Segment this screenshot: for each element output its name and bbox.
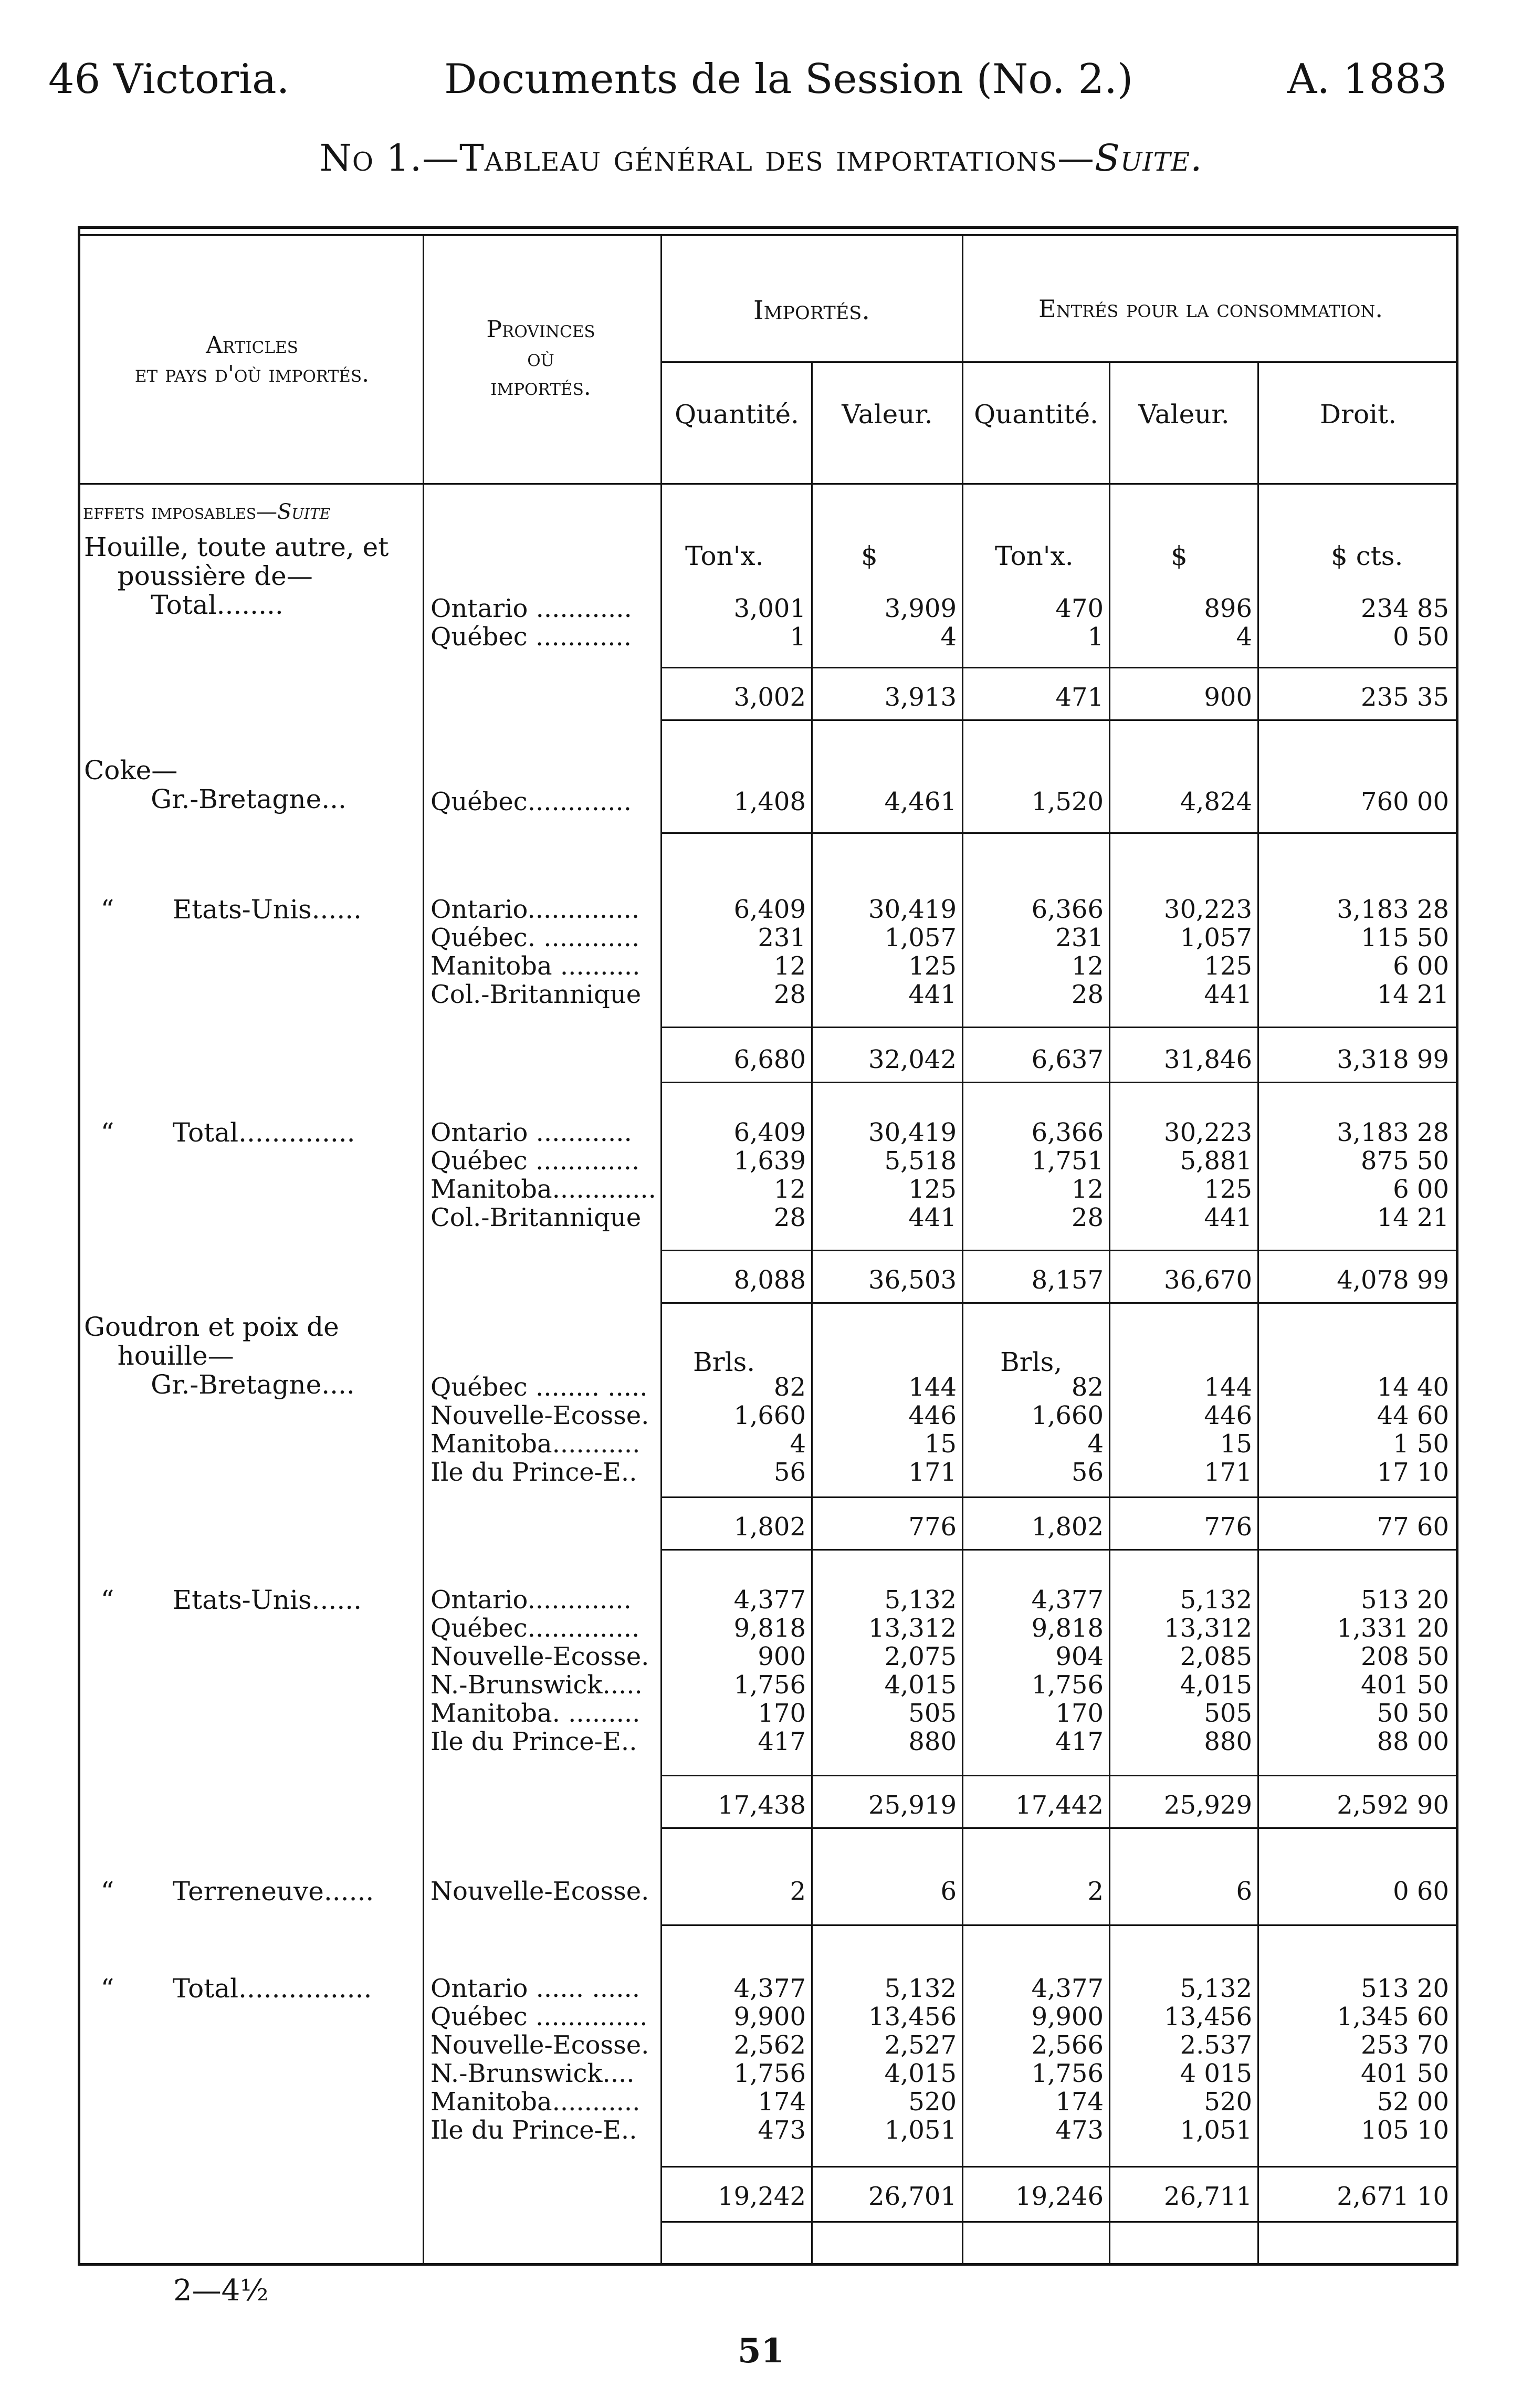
group-rule: [660, 1082, 1458, 1083]
valeur-cons-cell: 171: [1204, 1458, 1252, 1487]
article-label: “ Total..............: [84, 1117, 355, 1148]
province-cell: Col.-Britannique: [431, 1203, 642, 1232]
quantite-cons-cell: 470: [1055, 594, 1104, 623]
quantite-cons-cell: 56: [1071, 1458, 1104, 1487]
total-cell: 235 35: [1361, 683, 1449, 712]
group-rule: [660, 1827, 1458, 1829]
valeur-cons-cell: 520: [1204, 2087, 1252, 2117]
droit-cell: 14 21: [1377, 980, 1449, 1009]
quantite-cons-cell: 473: [1055, 2116, 1104, 2145]
quantite-imp-cell: 2: [790, 1877, 806, 1906]
province-cell: Québec ........ .....: [431, 1373, 648, 1402]
quantite-imp-cell: 6,409: [733, 895, 806, 924]
valeur-cons-cell: 5,132: [1180, 1585, 1252, 1615]
droit-cell: 6 00: [1393, 1175, 1449, 1204]
quantite-cons-cell: 2,566: [1031, 2030, 1104, 2060]
droit-cell: 1,331 20: [1337, 1614, 1449, 1643]
section-label: [83, 500, 330, 524]
unit-dollar-cons: $: [1171, 541, 1188, 571]
quantite-cons-cell: 12: [1071, 951, 1104, 981]
total-cell: 19,246: [1015, 2182, 1104, 2211]
subtotal-rule: [660, 1775, 1458, 1776]
valeur-cons-cell: 6: [1236, 1877, 1252, 1906]
droit-cell: 760 00: [1361, 787, 1449, 816]
top-rule-inner: [78, 234, 1458, 236]
article-label: “ Etats-Unis......: [84, 1585, 362, 1615]
valeur-cons-cell: 446: [1204, 1401, 1252, 1430]
province-cell: Ile du Prince-E..: [431, 1727, 637, 1756]
valeur-imp-cell: 30,419: [868, 895, 957, 924]
total-cell: 77 60: [1377, 1512, 1449, 1542]
group-rule: [660, 1924, 1458, 1926]
quantite-imp-cell: 1,756: [733, 2059, 806, 2088]
total-cell: 3,913: [884, 683, 957, 712]
quantite-imp-cell: 1,756: [733, 1670, 806, 1700]
valeur-imp-cell: 4,015: [884, 2059, 957, 2088]
province-cell: Québec. ............: [431, 923, 640, 952]
droit-cell: 1 50: [1393, 1429, 1449, 1459]
valeur-imp-cell: 441: [908, 980, 957, 1009]
province-cell: Québec.............: [431, 787, 632, 816]
total-cell: 1,802: [1031, 1512, 1104, 1542]
quantite-cons-cell: 6,366: [1031, 1118, 1104, 1147]
droit-cell: 401 50: [1361, 1670, 1449, 1700]
total-cell: 26,701: [868, 2182, 957, 2211]
quantite-cons-cell: 4: [1087, 1429, 1104, 1459]
valeur-imp-cell: 15: [924, 1429, 957, 1459]
total-cell: 3,318 99: [1337, 1045, 1449, 1074]
droit-cell: 14 40: [1377, 1373, 1449, 1402]
valeur-imp-cell: 125: [908, 951, 957, 981]
total-cell: 4,078 99: [1337, 1265, 1449, 1295]
valeur-cons-cell: 2,085: [1180, 1642, 1252, 1671]
col-sep-6: [1257, 362, 1259, 2266]
col-header-entres: Entrés pour la consommation.: [1038, 295, 1383, 323]
quantite-cons-cell: 174: [1055, 2087, 1104, 2117]
quantite-imp-cell: 1: [790, 622, 806, 652]
province-cell: Québec ..............: [431, 2002, 648, 2032]
quantite-cons-cell: 28: [1071, 1203, 1104, 1232]
province-cell: Québec..............: [431, 1614, 640, 1643]
valeur-imp-cell: 441: [908, 1203, 957, 1232]
quantite-cons-cell: 1,756: [1031, 2059, 1104, 2088]
total-cell: 2,671 10: [1337, 2182, 1449, 2211]
group-rule: [660, 2221, 1458, 2223]
col-header-importes: Importés.: [753, 295, 870, 326]
total-cell: 17,442: [1015, 1791, 1104, 1820]
province-cell: Ontario ...... ......: [431, 1974, 640, 2003]
quantite-imp-cell: 174: [758, 2087, 806, 2117]
page-number: 51: [737, 2331, 785, 2371]
droit-cell: 6 00: [1393, 951, 1449, 981]
total-cell: 900: [1204, 683, 1252, 712]
total-cell: 776: [908, 1512, 957, 1542]
province-cell: Nouvelle-Ecosse.: [431, 2030, 649, 2060]
quantite-cons-cell: 904: [1055, 1642, 1104, 1671]
subtotal-rule: [660, 1250, 1458, 1251]
article-label: “ Terreneuve......: [84, 1876, 374, 1907]
province-cell: Nouvelle-Ecosse.: [431, 1642, 649, 1671]
table-title-main: No 1.—Tableau général des importations—: [319, 137, 1095, 180]
quantite-cons-cell: 28: [1071, 980, 1104, 1009]
col-header-quantite-cons: Quantité.: [974, 399, 1098, 430]
section-label-main: effets imposables—: [83, 500, 278, 524]
section-label-suite: Suite: [277, 500, 331, 524]
droit-cell: 208 50: [1361, 1642, 1449, 1671]
table-title: [0, 137, 1522, 180]
quantite-cons-cell: 1,756: [1031, 1670, 1104, 1700]
quantite-imp-cell: 4: [790, 1429, 806, 1459]
droit-cell: 88 00: [1377, 1727, 1449, 1756]
unit-cents: $ cts.: [1331, 541, 1403, 571]
valeur-cons-cell: 13,456: [1164, 2002, 1252, 2032]
droit-cell: 401 50: [1361, 2059, 1449, 2088]
article-label: “ Total................: [84, 1973, 372, 2004]
article-label: “ Etats-Unis......: [84, 894, 362, 925]
valeur-cons-cell: 4,824: [1180, 787, 1252, 816]
group-rule: [660, 719, 1458, 721]
quantite-cons-cell: 170: [1055, 1699, 1104, 1728]
quantite-cons-cell: 4,377: [1031, 1585, 1104, 1615]
total-cell: 19,242: [718, 2182, 806, 2211]
valeur-cons-cell: 144: [1204, 1373, 1252, 1402]
province-cell: Nouvelle-Ecosse.: [431, 1401, 649, 1430]
total-cell: 36,670: [1164, 1265, 1252, 1295]
valeur-imp-cell: 5,132: [884, 1974, 957, 2003]
droit-cell: 105 10: [1361, 2116, 1449, 2145]
valeur-cons-cell: 441: [1204, 1203, 1252, 1232]
header-left: 46 Victoria.: [48, 56, 290, 103]
droit-cell: 3,183 28: [1337, 1118, 1449, 1147]
quantite-imp-cell: 1,639: [733, 1146, 806, 1176]
article-label: Goudron et poix de houille— Gr.-Bretagne....: [84, 1312, 355, 1400]
valeur-imp-cell: 125: [908, 1175, 957, 1204]
droit-cell: 253 70: [1361, 2030, 1449, 2060]
droit-cell: 14 21: [1377, 1203, 1449, 1232]
province-cell: Manitoba...........: [431, 2087, 641, 2117]
droit-cell: 513 20: [1361, 1585, 1449, 1615]
valeur-cons-cell: 880: [1204, 1727, 1252, 1756]
province-cell: Ontario ............: [431, 594, 632, 623]
valeur-cons-cell: 4: [1236, 622, 1252, 652]
valeur-imp-cell: 4,015: [884, 1670, 957, 1700]
valeur-imp-cell: 446: [908, 1401, 957, 1430]
quantite-cons-cell: 417: [1055, 1727, 1104, 1756]
valeur-cons-cell: 1,051: [1180, 2116, 1252, 2145]
unit-barrels-cons: Brls,: [1000, 1347, 1063, 1377]
total-cell: 8,088: [733, 1265, 806, 1295]
droit-cell: 875 50: [1361, 1146, 1449, 1176]
quantite-cons-cell: 1: [1087, 622, 1104, 652]
subtotal-rule: [660, 1496, 1458, 1498]
quantite-cons-cell: 9,900: [1031, 2002, 1104, 2032]
valeur-cons-cell: 5,132: [1180, 1974, 1252, 2003]
quantite-imp-cell: 9,900: [733, 2002, 806, 2032]
valeur-imp-cell: 30,419: [868, 1118, 957, 1147]
valeur-imp-cell: 5,518: [884, 1146, 957, 1176]
quantite-cons-cell: 1,520: [1031, 787, 1104, 816]
quantite-imp-cell: 417: [758, 1727, 806, 1756]
valeur-imp-cell: 505: [908, 1699, 957, 1728]
quantite-imp-cell: 12: [773, 951, 806, 981]
droit-cell: 0 60: [1393, 1877, 1449, 1906]
col-header-valeur-imp: Valeur.: [842, 399, 933, 430]
province-cell: N.-Brunswick.....: [431, 1670, 643, 1700]
article-label: Coke— Gr.-Bretagne...: [84, 755, 347, 814]
valeur-cons-cell: 4 015: [1180, 2059, 1252, 2088]
quantite-imp-cell: 1,660: [733, 1401, 806, 1430]
quantite-imp-cell: 28: [773, 1203, 806, 1232]
col-sep-1: [423, 234, 424, 2266]
droit-cell: 44 60: [1377, 1401, 1449, 1430]
province-cell: Ile du Prince-E..: [431, 2116, 637, 2145]
quantite-imp-cell: 1,408: [733, 787, 806, 816]
group-rule: [660, 832, 1458, 834]
subtotal-rule: [660, 2166, 1458, 2168]
quantite-imp-cell: 12: [773, 1175, 806, 1204]
col-header-provinces: Provinces où importés.: [486, 316, 595, 401]
droit-cell: 513 20: [1361, 1974, 1449, 2003]
quantite-cons-cell: 1,660: [1031, 1401, 1104, 1430]
total-cell: 36,503: [868, 1265, 957, 1295]
quantite-imp-cell: 2,562: [733, 2030, 806, 2060]
valeur-imp-cell: 13,312: [868, 1614, 957, 1643]
droit-cell: 1,345 60: [1337, 2002, 1449, 2032]
table-title-suite: Suite.: [1095, 137, 1203, 180]
total-cell: 2,592 90: [1337, 1791, 1449, 1820]
province-cell: Ontario ............: [431, 1118, 632, 1147]
total-cell: 3,002: [733, 683, 806, 712]
droit-cell: 0 50: [1393, 622, 1449, 652]
quantite-imp-cell: 9,818: [733, 1614, 806, 1643]
total-cell: 6,680: [733, 1045, 806, 1074]
droit-cell: 50 50: [1377, 1699, 1449, 1728]
valeur-cons-cell: 15: [1220, 1429, 1252, 1459]
quantite-cons-cell: 82: [1071, 1373, 1104, 1402]
valeur-cons-cell: 1,057: [1180, 923, 1252, 952]
quantite-imp-cell: 4,377: [733, 1974, 806, 2003]
valeur-imp-cell: 520: [908, 2087, 957, 2117]
valeur-cons-cell: 13,312: [1164, 1614, 1252, 1643]
quantite-imp-cell: 56: [773, 1458, 806, 1487]
col-header-quantite-imp: Quantité.: [675, 399, 799, 430]
group-rule: [660, 1302, 1458, 1304]
total-cell: 6,637: [1031, 1045, 1104, 1074]
province-cell: N.-Brunswick....: [431, 2059, 635, 2088]
unit-tons-cons: Ton'x.: [995, 541, 1074, 571]
col-header-droit: Droit.: [1319, 399, 1397, 430]
droit-cell: 17 10: [1377, 1458, 1449, 1487]
valeur-imp-cell: 3,909: [884, 594, 957, 623]
valeur-imp-cell: 5,132: [884, 1585, 957, 1615]
total-cell: 1,802: [733, 1512, 806, 1542]
quantite-imp-cell: 82: [773, 1373, 806, 1402]
article-label: Houille, toute autre, et poussière de— Total........: [84, 532, 389, 620]
valeur-cons-cell: 2.537: [1180, 2030, 1252, 2060]
quantite-cons-cell: 12: [1071, 1175, 1104, 1204]
province-cell: Col.-Britannique: [431, 980, 642, 1009]
unit-barrels-imp: Brls.: [693, 1347, 755, 1377]
total-cell: 17,438: [718, 1791, 806, 1820]
valeur-imp-cell: 13,456: [868, 2002, 957, 2032]
province-cell: Québec ............: [431, 622, 632, 652]
valeur-imp-cell: 2,075: [884, 1642, 957, 1671]
total-cell: 25,929: [1164, 1791, 1252, 1820]
valeur-imp-cell: 171: [908, 1458, 957, 1487]
quantite-imp-cell: 4,377: [733, 1585, 806, 1615]
droit-cell: 115 50: [1361, 923, 1449, 952]
valeur-imp-cell: 4: [940, 622, 957, 652]
province-cell: Manitoba ..........: [431, 951, 641, 981]
signature-mark: 2—4½: [173, 2274, 269, 2308]
droit-cell: 52 00: [1377, 2087, 1449, 2117]
header-center: Documents de la Session (No. 2.): [444, 56, 1133, 103]
valeur-imp-cell: 880: [908, 1727, 957, 1756]
quantite-imp-cell: 473: [758, 2116, 806, 2145]
quantite-cons-cell: 9,818: [1031, 1614, 1104, 1643]
quantite-cons-cell: 231: [1055, 923, 1104, 952]
valeur-cons-cell: 505: [1204, 1699, 1252, 1728]
quantite-imp-cell: 28: [773, 980, 806, 1009]
province-cell: Manitoba...........: [431, 1429, 641, 1459]
valeur-imp-cell: 6: [940, 1877, 957, 1906]
total-cell: 8,157: [1031, 1265, 1104, 1295]
quantite-imp-cell: 3,001: [733, 594, 806, 623]
total-cell: 471: [1055, 683, 1104, 712]
province-cell: Ile du Prince-E..: [431, 1458, 637, 1487]
valeur-imp-cell: 1,051: [884, 2116, 957, 2145]
province-cell: Ontario..............: [431, 895, 640, 924]
valeur-imp-cell: 1,057: [884, 923, 957, 952]
quantite-cons-cell: 1,751: [1031, 1146, 1104, 1176]
col-header-articles: Articles et pays d'où importés.: [134, 332, 370, 388]
valeur-cons-cell: 30,223: [1164, 1118, 1252, 1147]
province-cell: Nouvelle-Ecosse.: [431, 1877, 649, 1906]
quantite-cons-cell: 4,377: [1031, 1974, 1104, 2003]
province-cell: Québec .............: [431, 1146, 640, 1176]
valeur-cons-cell: 125: [1204, 951, 1252, 981]
quantite-imp-cell: 6,409: [733, 1118, 806, 1147]
quantite-cons-cell: 2: [1087, 1877, 1104, 1906]
valeur-imp-cell: 4,461: [884, 787, 957, 816]
subtotal-rule: [660, 1027, 1458, 1028]
quantite-imp-cell: 231: [758, 923, 806, 952]
col-header-valeur-cons: Valeur.: [1138, 399, 1230, 430]
quantite-cons-cell: 6,366: [1031, 895, 1104, 924]
province-cell: Manitoba.............: [431, 1175, 656, 1204]
total-cell: 26,711: [1164, 2182, 1252, 2211]
group-rule: [660, 1549, 1458, 1551]
unit-dollar-imp: $: [861, 541, 878, 571]
total-cell: 31,846: [1164, 1045, 1252, 1074]
header-right: A. 1883: [1287, 56, 1447, 103]
valeur-cons-cell: 5,881: [1180, 1146, 1252, 1176]
valeur-imp-cell: 144: [908, 1373, 957, 1402]
total-cell: 25,919: [868, 1791, 957, 1820]
province-cell: Ontario.............: [431, 1585, 632, 1615]
quantite-imp-cell: 900: [758, 1642, 806, 1671]
valeur-cons-cell: 4,015: [1180, 1670, 1252, 1700]
valeur-cons-cell: 30,223: [1164, 895, 1252, 924]
valeur-cons-cell: 896: [1204, 594, 1252, 623]
total-cell: 776: [1204, 1512, 1252, 1542]
unit-tons-imp: Ton'x.: [685, 541, 764, 571]
droit-cell: 234 85: [1361, 594, 1449, 623]
quantite-imp-cell: 170: [758, 1699, 806, 1728]
total-cell: 32,042: [868, 1045, 957, 1074]
header-subrule: [660, 361, 1458, 363]
subtotal-rule: [660, 667, 1458, 668]
top-rule: [78, 226, 1458, 229]
valeur-cons-cell: 125: [1204, 1175, 1252, 1204]
header-bottom-rule: [78, 483, 1458, 485]
province-cell: Manitoba. .........: [431, 1699, 641, 1728]
valeur-cons-cell: 441: [1204, 980, 1252, 1009]
valeur-imp-cell: 2,527: [884, 2030, 957, 2060]
droit-cell: 3,183 28: [1337, 895, 1449, 924]
